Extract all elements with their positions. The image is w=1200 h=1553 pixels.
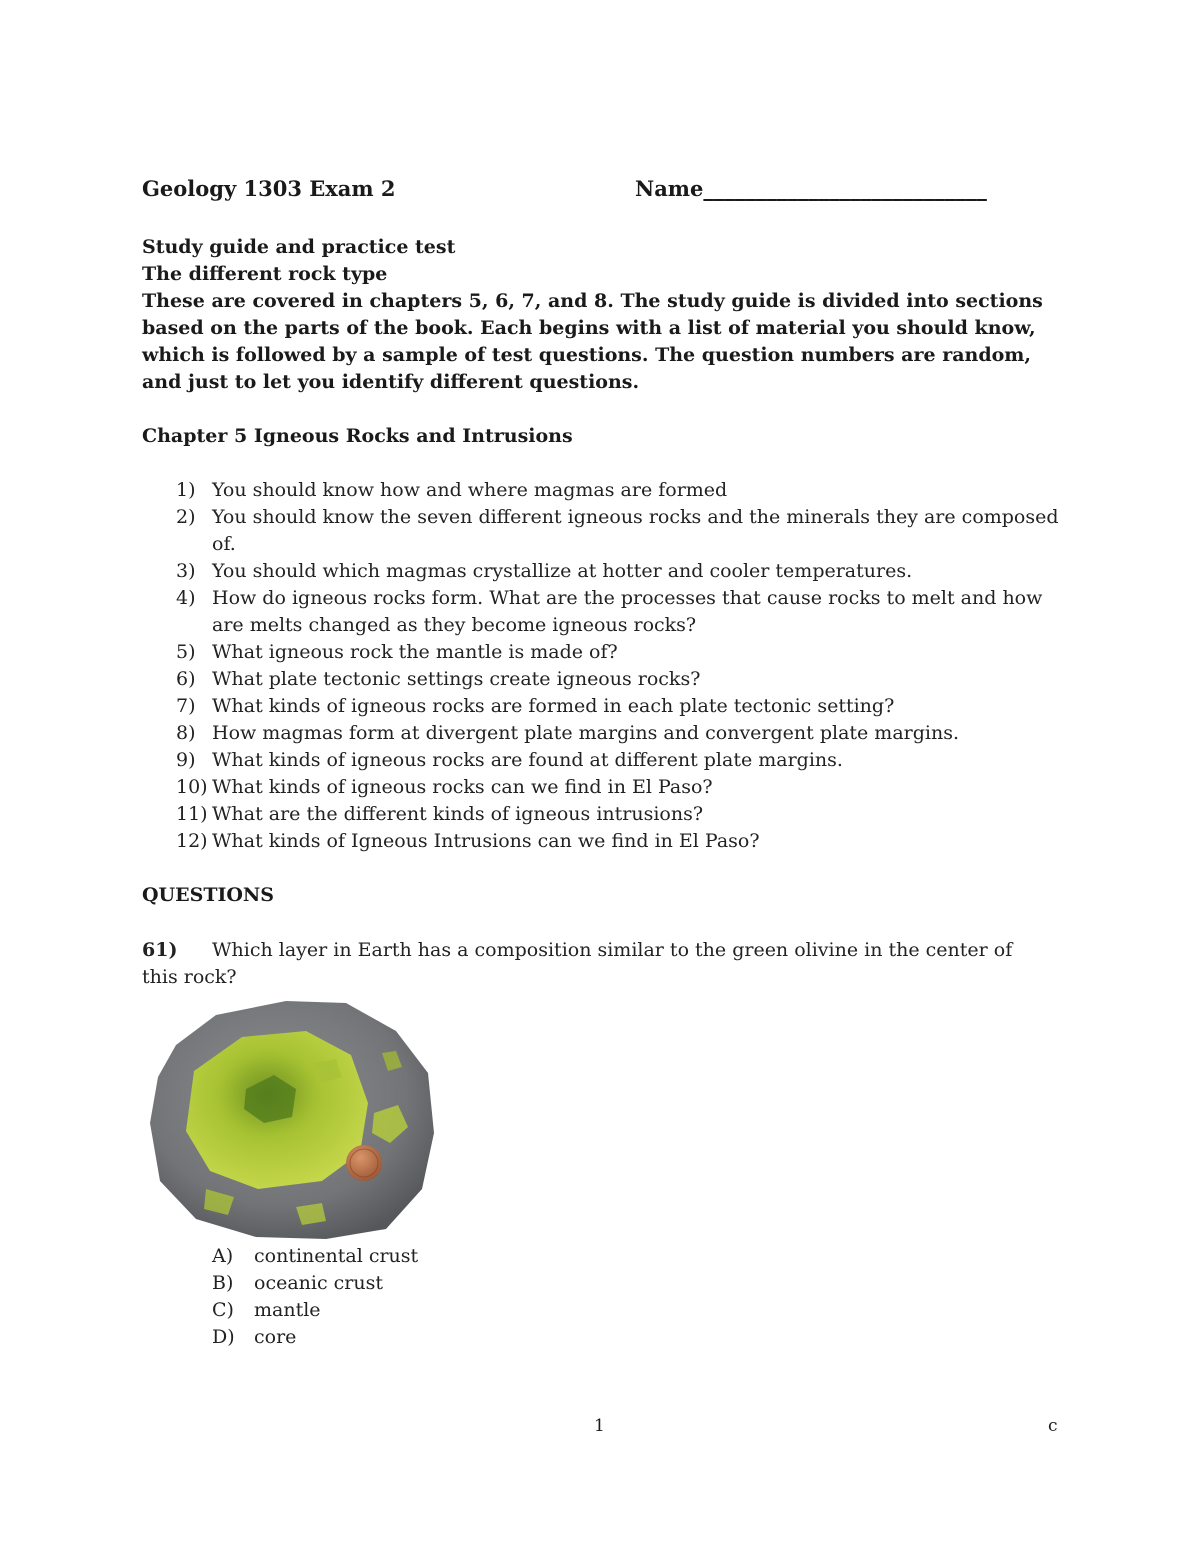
- answer-choice: [212, 1270, 418, 1297]
- list-item: [176, 774, 1066, 801]
- item-number: 8): [176, 722, 196, 744]
- intro-line-study-guide: Study guide and practice test: [142, 236, 456, 258]
- item-number: 10): [176, 776, 208, 798]
- answer-choice: [212, 1297, 418, 1324]
- list-item: [176, 693, 1066, 720]
- item-text: You should know how and where magmas are formed: [212, 479, 728, 501]
- item-text: You should know the seven different igneous rocks and the minerals they are composed of.: [212, 506, 1059, 555]
- list-item: [176, 639, 1066, 666]
- list-item: [176, 585, 1066, 639]
- question-number: 61): [142, 939, 178, 961]
- item-text: What plate tectonic settings create igneous rocks?: [212, 668, 701, 690]
- list-item: [176, 558, 1066, 585]
- item-text: What kinds of Igneous Intrusions can we find in El Paso?: [212, 830, 760, 852]
- item-number: 6): [176, 668, 196, 690]
- item-number: 5): [176, 641, 196, 663]
- choice-text: continental crust: [254, 1245, 419, 1267]
- questions-heading: QUESTIONS: [142, 884, 274, 906]
- list-item: [176, 828, 1066, 855]
- item-number: 1): [176, 479, 196, 501]
- intro-paragraph: These are covered in chapters 5, 6, 7, and 8. The study guide is divided into sections based on the parts of the book. Each begins with a list of material you should know, which is followed by a sample of test questions. The question numbers are random, and just to let you identify different questions.: [142, 290, 1043, 393]
- item-text: What are the different kinds of igneous intrusions?: [212, 803, 704, 825]
- list-item: [176, 720, 1066, 747]
- olivine-basalt-rock-image: [146, 993, 436, 1241]
- item-text: How do igneous rocks form. What are the processes that cause rocks to melt and how are melts changed as they become igneous rocks?: [212, 587, 1043, 636]
- name-field: Name___________________________: [635, 176, 987, 201]
- exam-title: Geology 1303 Exam 2: [142, 176, 396, 201]
- footer-mark: c: [1048, 1416, 1058, 1436]
- item-text: What kinds of igneous rocks are found at different plate margins.: [212, 749, 843, 771]
- choice-letter: A): [212, 1245, 234, 1267]
- list-item: [176, 504, 1066, 558]
- choice-text: oceanic crust: [254, 1272, 383, 1294]
- item-text: What kinds of igneous rocks are formed in each plate tectonic setting?: [212, 695, 895, 717]
- list-item: [176, 666, 1066, 693]
- question-text: Which layer in Earth has a composition similar to the green olivine in the center of this rock?: [142, 939, 1013, 988]
- choice-text: mantle: [254, 1299, 321, 1321]
- intro-section: [142, 234, 1072, 396]
- intro-line-rock-type: The different rock type: [142, 263, 388, 285]
- chapter-heading: Chapter 5 Igneous Rocks and Intrusions: [142, 425, 573, 447]
- question-61: [142, 937, 1042, 991]
- penny: [346, 1145, 382, 1181]
- choice-letter: D): [212, 1326, 235, 1348]
- item-text: How magmas form at divergent plate margins and convergent plate margins.: [212, 722, 960, 744]
- choice-letter: B): [212, 1272, 234, 1294]
- item-number: 12): [176, 830, 208, 852]
- item-text: You should which magmas crystallize at hotter and cooler temperatures.: [212, 560, 913, 582]
- item-number: 2): [176, 506, 196, 528]
- item-text: What kinds of igneous rocks can we find in El Paso?: [212, 776, 713, 798]
- answer-choices: [212, 1243, 418, 1351]
- topic-list: [176, 477, 1066, 855]
- exam-header: [142, 176, 1062, 208]
- answer-choice: [212, 1243, 418, 1270]
- list-item: [176, 477, 1066, 504]
- item-text: What igneous rock the mantle is made of?: [212, 641, 618, 663]
- list-item: [176, 801, 1066, 828]
- item-number: 3): [176, 560, 196, 582]
- item-number: 9): [176, 749, 196, 771]
- item-number: 7): [176, 695, 196, 717]
- list-item: [176, 747, 1066, 774]
- choice-letter: C): [212, 1299, 234, 1321]
- item-number: 11): [176, 803, 208, 825]
- answer-choice: [212, 1324, 418, 1351]
- choice-text: core: [254, 1326, 297, 1348]
- item-number: 4): [176, 587, 196, 609]
- page-number: 1: [594, 1416, 605, 1436]
